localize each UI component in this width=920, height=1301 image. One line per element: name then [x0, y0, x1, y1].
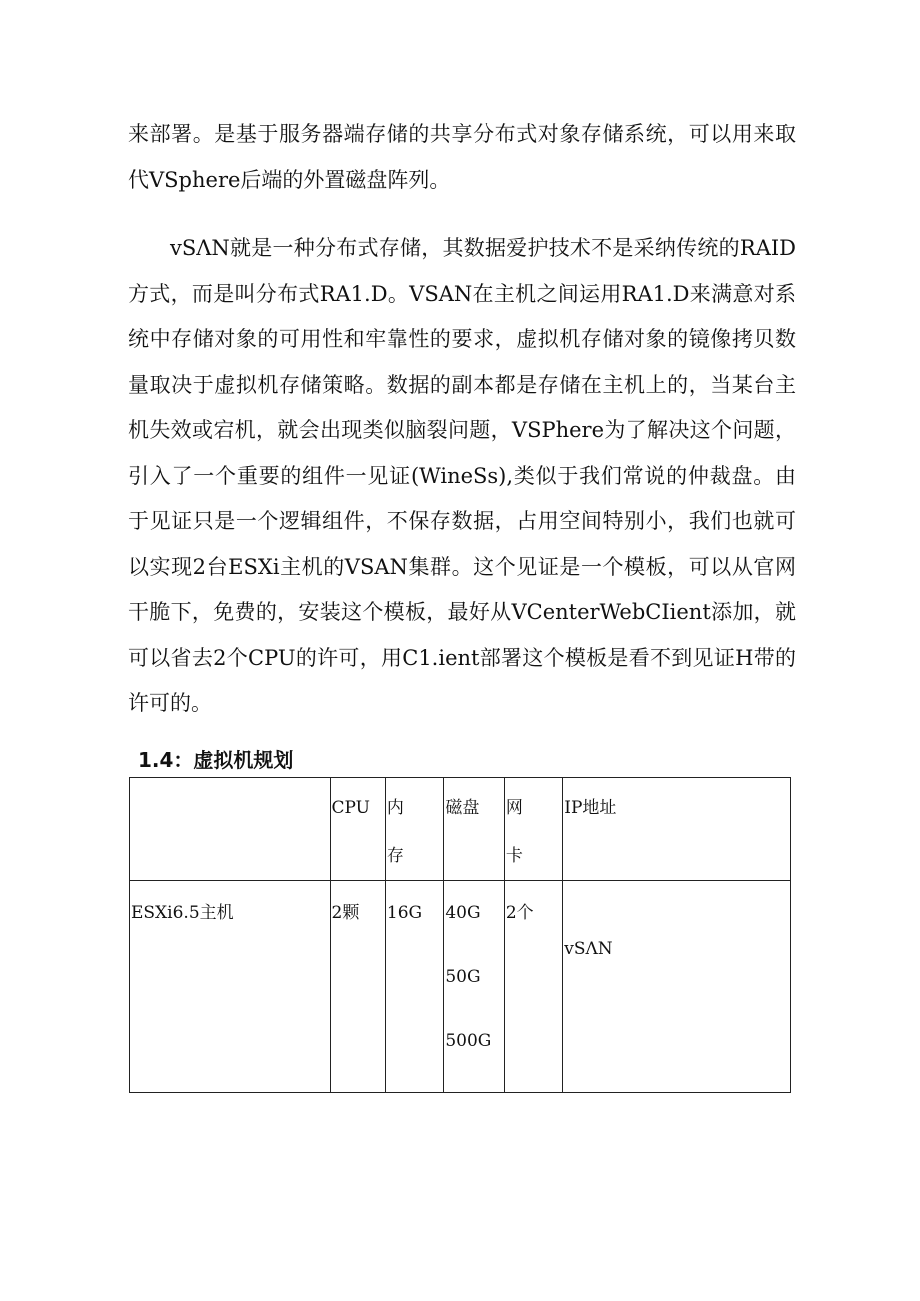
- header-nic-line2: 卡: [505, 846, 523, 866]
- header-memory-line1: 内: [386, 798, 404, 818]
- header-ip: IP地址: [563, 778, 791, 881]
- header-memory: [385, 778, 443, 881]
- paragraph-vsan-description: vSΛN就是一种分布式存储，其数据爱护技术不是采纳传统的RAID方式，而是叫分布式RA1.D。VSAN在主机之间运用RA1.D来满意对系统中存储对象的可用性和牢靠性的要求，虚拟机存储对象的镜像拷贝数量取决于虚拟机存储策略。数据的副本都是存储在主机上的，当某台主机失效或宕机，就会出现类似脑裂问题，VSPhere为了解决这个问题，引入了一个重要的组件一见证(WineSs),类似于我们常说的仲裁盘。由于见证只是一个逻辑组件，不保存数据，占用空间特别小，我们也就可以实现2台ESXi主机的VSAN集群。这个见证是一个模板，可以从官网干脆下，免费的，安装这个模板，最好从VCenterWebCIient添加，就可以省去2个CPU的许可，用C1.ient部署这个模板是看不到见证H带的许可的。: [128, 236, 796, 715]
- header-nic: [504, 778, 562, 881]
- section-heading: 1.4：虚拟机规划: [138, 748, 294, 772]
- header-cpu: CPU: [330, 778, 385, 881]
- cell-disks: [444, 881, 504, 1093]
- cell-cpu: 2颗: [330, 881, 385, 1093]
- header-memory-line2: 存: [386, 846, 404, 866]
- cell-name: ESXi6.5主机: [130, 881, 331, 1093]
- cell-ip: vSΛN: [563, 881, 791, 1093]
- paragraph-intro: 来部署。是基于服务器端存储的共享分布式对象存储系统，可以用来取代VSphere后端的外置磁盘阵列。: [128, 122, 796, 192]
- cell-disk-2: 50G: [445, 967, 481, 987]
- header-nic-line1: 网: [505, 798, 523, 818]
- cell-disk-3: 500G: [445, 1031, 492, 1051]
- table-row: [130, 881, 791, 1093]
- header-name: [130, 778, 331, 881]
- cell-memory: 16G: [385, 881, 443, 1093]
- cell-disk-1: 40G: [445, 903, 481, 923]
- vm-plan-table: [129, 777, 791, 1093]
- table-header-row: [130, 778, 791, 881]
- header-disk: 磁盘: [444, 778, 504, 881]
- cell-nic: 2个: [504, 881, 562, 1093]
